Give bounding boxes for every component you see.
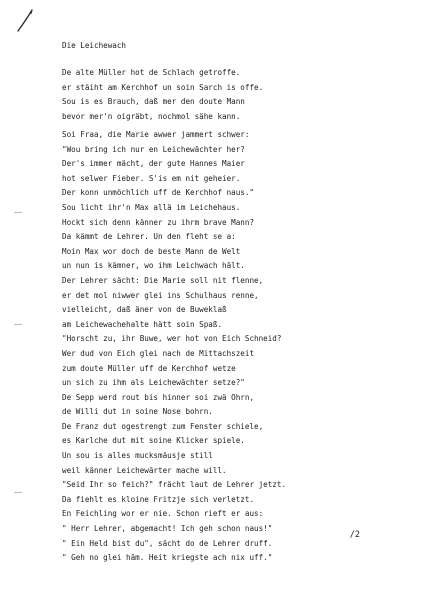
poem-line: De alte Müller hot de Schlach getroffe. — [62, 68, 241, 77]
poem-line: er stäiht am Kerchhof un soin Sarch is offe. — [62, 82, 264, 92]
poem-line: Der konn unmöchlich uff de Kerchhof naus." — [62, 188, 255, 198]
poem-line: De Sepp werd rout bis hinner soi zwä Ohrn, — [62, 392, 255, 402]
poem-line: Moin Max wor doch de beste Mann de Welt — [62, 246, 241, 256]
poem-line: zum doute Müller uff de Kerchhof wetze — [62, 363, 236, 373]
stanza-1 — [62, 66, 263, 124]
poem-line: Sou licht ihr'n Max allä im Leichehaus. — [62, 202, 241, 212]
poem-line: un nun is kämner, wo ihm Leichwach hält. — [62, 261, 245, 271]
poem-line: "Seid Ihr so feich?" frächt laut de Lehrer jetzt. — [62, 480, 287, 490]
poem-line: Wer dud von Eich glei nach de Mittachszeit — [62, 348, 255, 358]
poem-line: Der Lehrer sächt: Die Marie soll nit flenne, — [62, 275, 264, 285]
margin-tick-mark — [14, 212, 22, 213]
poem-line: er det mol niwwer glei ins Schulhaus renne, — [62, 290, 259, 300]
stanza-2 — [62, 128, 286, 566]
poem-line: de Willi dut in soine Nose bohrn. — [62, 407, 213, 417]
poem-line: Sou is es Brauch, daß mer den doute Mann — [62, 97, 245, 107]
poem-line: " Herr Lehrer, abgemacht! Ich geh schon naus!" — [62, 524, 273, 534]
poem-line: "Horscht zu, ihr Buwe, wer hot von Eich Schneid? — [62, 334, 282, 344]
pen-slash-mark — [14, 8, 38, 34]
poem-line: Soi Fraa, die Marie awwer jammert schwer: — [62, 130, 250, 139]
poem-line: Hockt sich denn känner zu ihrm brave Mann? — [62, 217, 255, 227]
poem-line: Da kämmt de Lehrer. Un den fleht se a: — [62, 232, 236, 242]
poem-line: hot selwer Fieber. S'is em nit geheier. — [62, 173, 241, 183]
poem-line: vielleicht, daß äner von de Buweklaß — [62, 305, 227, 315]
poem-line: Der's immer mächt, der gute Hannes Maier — [62, 159, 245, 169]
poem-line: un sich zu ihm als Leichewächter setze?" — [62, 378, 245, 388]
poem-line: es Karlche dut mit soine Klicker spiele. — [62, 436, 245, 446]
margin-tick-mark — [14, 492, 22, 493]
poem-line: Un sou is alles mucksmäusje still — [62, 451, 213, 461]
poem-line: am Leichewachehalte hätt soin Spaß. — [62, 319, 223, 329]
poem-line: "Wou bring ich nur en Leichewächter her? — [62, 144, 245, 154]
poem-line: Da fiehlt es kloine Fritzje sich verletzt. — [62, 494, 255, 504]
poem-line: De Franz dut ogestrengt zum Fenster schiele, — [62, 421, 264, 431]
poem-line: " Geh no glei häm. Heit kriegste ach nix uff." — [62, 553, 273, 563]
margin-tick-mark — [14, 324, 22, 325]
poem-line: En Feichling wor er nie. Schon rieft er aus: — [62, 509, 264, 519]
poem-line: weil känner Leichewärter mache will. — [62, 465, 227, 475]
poem-line: bevor mer'n oigräbt, nochmol sähe kann. — [62, 111, 241, 121]
page-number: /2 — [349, 530, 360, 540]
poem-line: " Ein Held bist du", sächt do de Lehrer druff. — [62, 538, 273, 548]
poem-title: Die Leichewach — [62, 41, 127, 50]
